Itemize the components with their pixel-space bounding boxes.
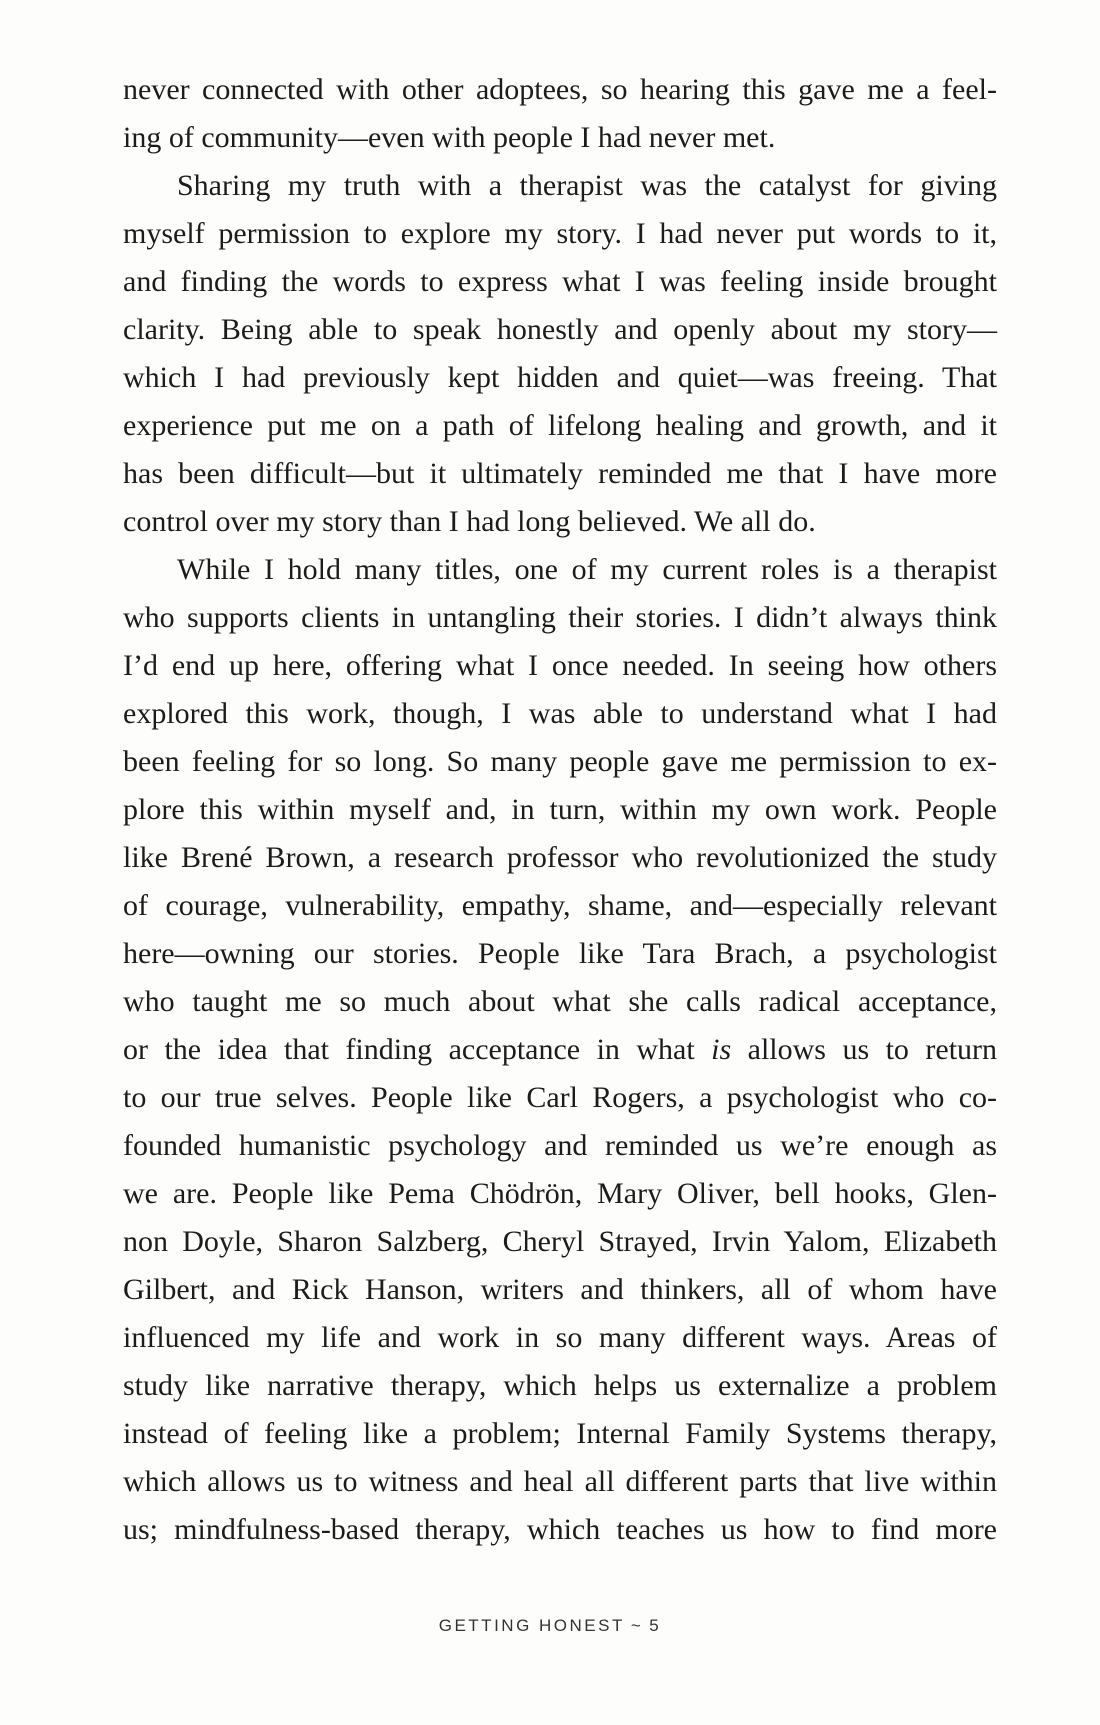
text-line: who supports clients in untangling their stories. I didn’t always think xyxy=(123,601,997,634)
text-line: who taught me so much about what she calls radical acceptance, xyxy=(123,985,997,1018)
text-line: ing of community—even with people I had never met. xyxy=(123,121,776,154)
text-line: been feeling for so long. So many people gave me permission to ex- xyxy=(123,745,997,778)
text-line: myself permission to explore my story. I had never put words to it, xyxy=(123,217,997,250)
text-line: instead of feeling like a problem; Internal Family Systems therapy, xyxy=(123,1417,997,1450)
text-line: control over my story than I had long believed. We all do. xyxy=(123,505,816,538)
text-line: here—owning our stories. People like Tara Brach, a psychologist xyxy=(123,937,997,970)
text-line: explored this work, though, I was able to understand what I had xyxy=(123,697,997,730)
text-line: has been difficult—but it ultimately reminded me that I have more xyxy=(123,457,997,490)
text-line: like Brené Brown, a research professor who revolutionized the study xyxy=(123,841,997,874)
text-line: Gilbert, and Rick Hanson, writers and thinkers, all of whom have xyxy=(123,1273,997,1306)
text-line: which allows us to witness and heal all different parts that live within xyxy=(123,1465,997,1498)
text-segment: allows us to return xyxy=(747,1033,998,1066)
footer-separator: ~ xyxy=(630,1616,644,1635)
text-line-with-italic xyxy=(123,1026,997,1074)
text-line: never connected with other adoptees, so hearing this gave me a feel- xyxy=(123,73,997,106)
text-line: we are. People like Pema Chödrön, Mary Oliver, bell hooks, Glen- xyxy=(123,1177,997,1210)
page-number: 5 xyxy=(649,1616,662,1635)
paragraph-start-line: While I hold many titles, one of my current roles is a therapist xyxy=(177,553,997,586)
text-line: founded humanistic psychology and reminded us we’re enough as xyxy=(123,1129,997,1162)
page-footer xyxy=(0,1616,1100,1636)
text-line: plore this within myself and, in turn, within my own work. People xyxy=(123,793,997,826)
text-line: which I had previously kept hidden and quiet—was freeing. That xyxy=(123,361,997,394)
text-line: influenced my life and work in so many different ways. Areas of xyxy=(123,1321,997,1354)
paragraph-start-line: Sharing my truth with a therapist was the catalyst for giving xyxy=(177,169,997,202)
text-line: I’d end up here, offering what I once needed. In seeing how others xyxy=(123,649,997,682)
text-line: us; mindfulness-based therapy, which teaches us how to find more xyxy=(123,1513,997,1546)
text-line: non Doyle, Sharon Salzberg, Cheryl Strayed, Irvin Yalom, Elizabeth xyxy=(123,1225,997,1258)
text-line: of courage, vulnerability, empathy, shame, and—especially relevant xyxy=(123,889,997,922)
running-head: GETTING HONEST xyxy=(438,1616,625,1635)
text-line: to our true selves. People like Carl Rogers, a psychologist who co- xyxy=(123,1081,997,1114)
text-segment: or the idea that finding acceptance in what xyxy=(123,1033,695,1066)
body-text xyxy=(123,66,997,1554)
text-line: study like narrative therapy, which helps us externalize a problem xyxy=(123,1369,997,1402)
text-line: and finding the words to express what I was feeling inside brought xyxy=(123,265,997,298)
italic-word: is xyxy=(711,1033,732,1066)
text-line: experience put me on a path of lifelong healing and growth, and it xyxy=(123,409,997,442)
text-line: clarity. Being able to speak honestly and openly about my story— xyxy=(123,313,997,346)
